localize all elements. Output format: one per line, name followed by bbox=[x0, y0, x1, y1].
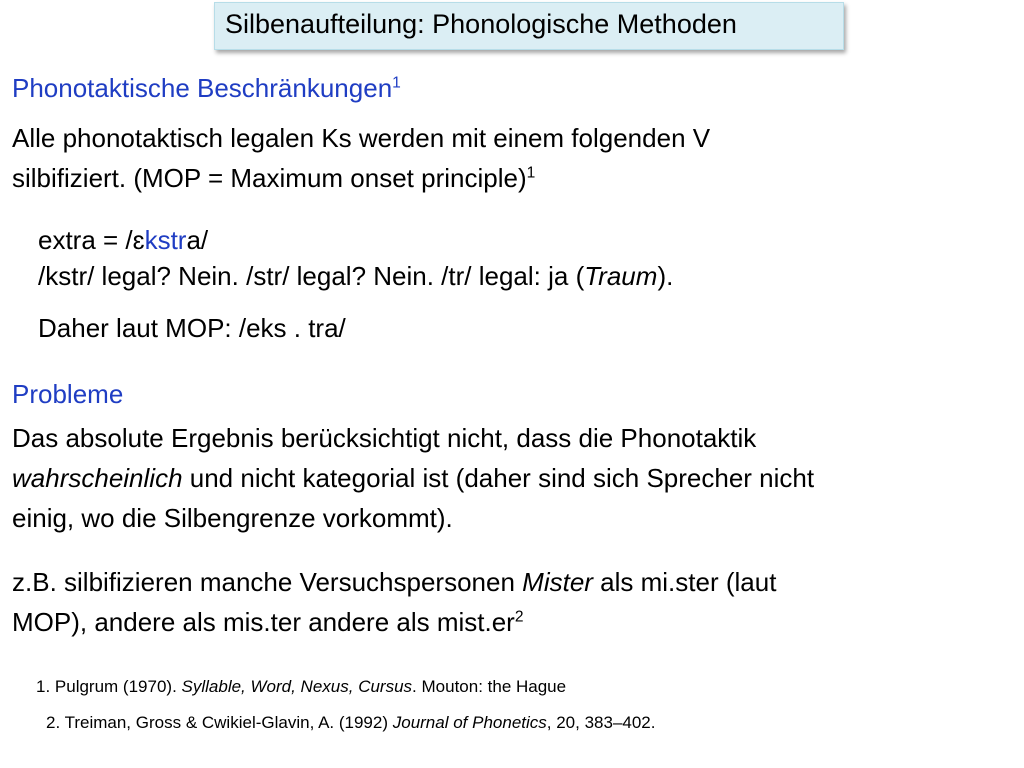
para2-line2-rest: und nicht kategorial ist (daher sind sich Sprecher nicht bbox=[182, 463, 815, 493]
example-line2-b: ). bbox=[657, 261, 674, 291]
para2-line3: einig, wo die Silbengrenze vorkommt). bbox=[12, 503, 453, 533]
example-line1 bbox=[38, 220, 208, 260]
para3-line1 bbox=[12, 562, 776, 602]
para3-line2 bbox=[12, 602, 524, 642]
heading-phonotactic bbox=[12, 68, 401, 108]
heading-probleme: Probleme bbox=[12, 379, 124, 409]
footnote-2-a: 2. Treiman, Gross & Cwikiel-Glavin, A. (1992) bbox=[46, 713, 393, 732]
para3-line2-text: MOP), andere als mis.ter andere als mist.er bbox=[12, 607, 515, 637]
example-conclusion: Daher laut MOP: /eks . tra/ bbox=[38, 313, 346, 343]
heading-phonotactic-text: Phonotaktische Beschränkungen bbox=[12, 73, 393, 103]
footnote-1-a: 1. Pulgrum (1970). bbox=[36, 677, 182, 696]
example-line2-italic: Traum bbox=[584, 261, 658, 291]
para3-line1-b: als mi.ster (laut bbox=[592, 567, 777, 597]
para2-italic: wahrscheinlich bbox=[12, 463, 183, 493]
footnote-2-b: , 20, 383–402. bbox=[546, 713, 656, 732]
para1-line2-text: silbifiziert. (MOP = Maximum onset principle) bbox=[12, 163, 527, 193]
para2-line1: Das absolute Ergebnis berücksichtigt nicht, dass die Phonotaktik bbox=[12, 423, 757, 453]
para3-line1-a: z.B. silbifizieren manche Versuchspersonen bbox=[12, 567, 523, 597]
example-highlight: kstr bbox=[144, 225, 187, 255]
footnote-2-italic: Journal of Phonetics bbox=[392, 713, 547, 732]
para2-line2 bbox=[12, 458, 814, 498]
slide-title: Silbenaufteilung: Phonologische Methoden bbox=[225, 9, 737, 39]
example-lhs: extra = /ɛ bbox=[38, 225, 145, 255]
example-line2-a: /kstr/ legal? Nein. /str/ legal? Nein. /tr/ legal: ja ( bbox=[38, 261, 585, 291]
heading-sup: 1 bbox=[392, 74, 401, 92]
example-line2 bbox=[38, 256, 673, 296]
para1-line1: Alle phonotaktisch legalen Ks werden mit einem folgenden V bbox=[12, 123, 711, 153]
title-box bbox=[214, 2, 844, 50]
footnote-2 bbox=[46, 712, 656, 734]
para1-sup: 1 bbox=[526, 164, 536, 182]
footnote-1-italic: Syllable, Word, Nexus, Cursus bbox=[181, 677, 413, 696]
example-rhs: a/ bbox=[186, 225, 209, 255]
para1-line2 bbox=[12, 158, 535, 198]
footnote-1 bbox=[36, 676, 566, 698]
para3-sup: 2 bbox=[514, 608, 524, 626]
para3-italic: Mister bbox=[522, 567, 593, 597]
footnote-1-b: . Mouton: the Hague bbox=[412, 677, 567, 696]
